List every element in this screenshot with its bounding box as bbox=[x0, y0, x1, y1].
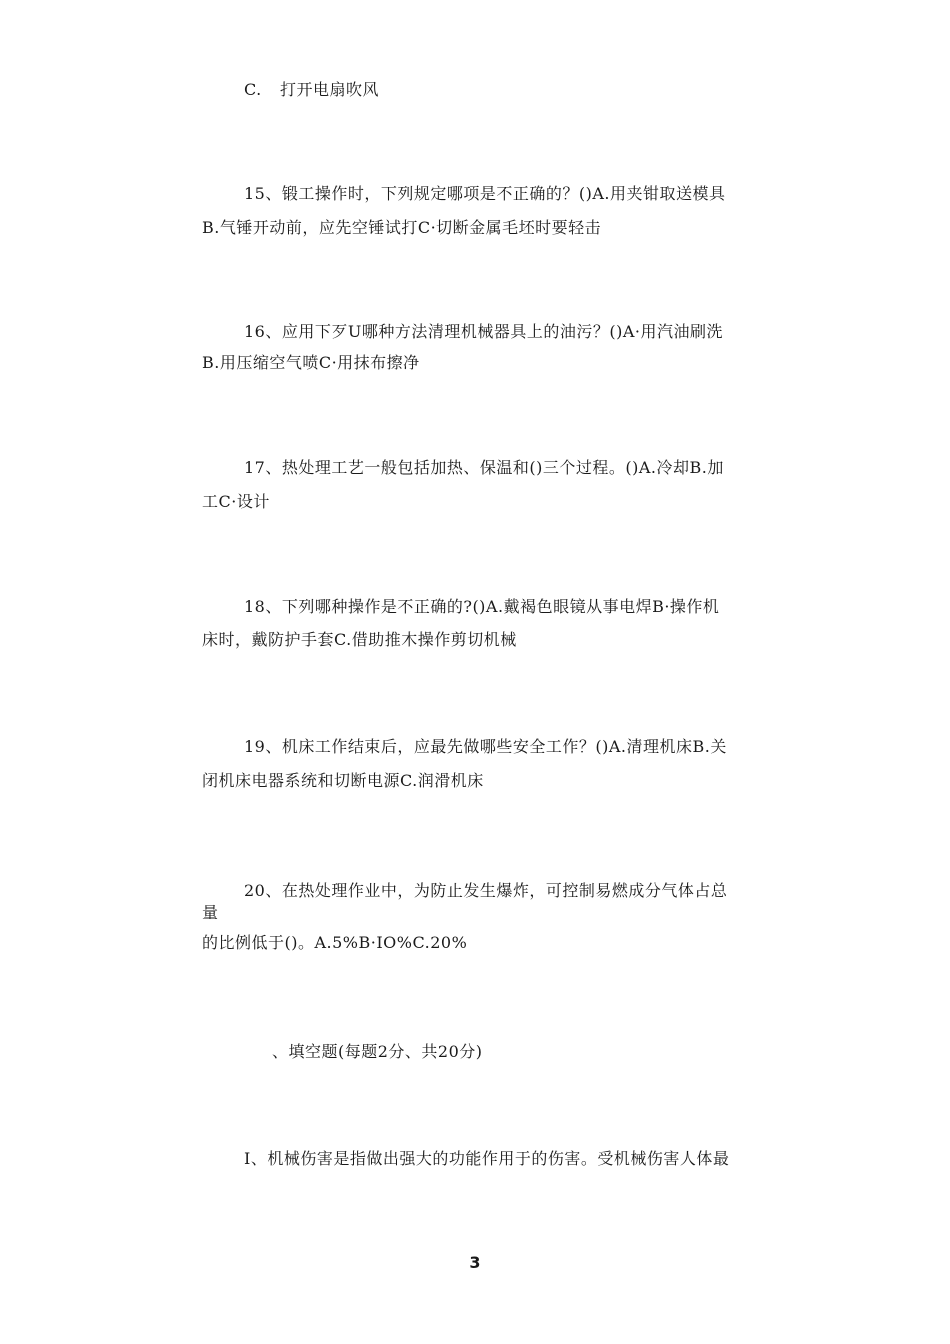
question-16-line-1: 16、应用下歹U哪种方法清理机械器具上的油污？()A·用汽油刷洗 bbox=[244, 322, 723, 341]
page-number: 3 bbox=[469, 1253, 481, 1272]
option-c-letter: C. bbox=[244, 80, 262, 99]
option-c-line bbox=[244, 80, 379, 100]
question-15-line-2: B.气锤开动前，应先空锤试打C·切断金属毛坯时要轻击 bbox=[202, 218, 602, 237]
question-19-line-2: 闭机床电器系统和切断电源C.润滑机床 bbox=[202, 771, 484, 790]
option-c-text: 打开电扇吹风 bbox=[280, 80, 380, 99]
question-16-line-2: B.用压缩空气喷C·用抹布擦净 bbox=[202, 353, 420, 372]
question-20-line-3: 的比例低于()。A.5%B·IO%C.20% bbox=[202, 933, 468, 952]
question-18-line-1: 18、下列哪种操作是不正确的?()A.戴褐色眼镜从事电焊B·操作机 bbox=[244, 597, 720, 616]
question-20-line-1: 20、在热处理作业中，为防止发生爆炸，可控制易燃成分气体占总 bbox=[244, 881, 728, 900]
fill-question-1: I、机械伤害是指做出强大的功能作用于的伤害。受机械伤害人体最 bbox=[244, 1149, 730, 1168]
question-17-line-1: 17、热处理工艺一般包括加热、保温和()三个过程。()A.冷却B.加 bbox=[244, 458, 724, 477]
question-18-line-2: 床时，戴防护手套C.借助推木操作剪切机械 bbox=[202, 630, 517, 649]
question-20-line-2: 量 bbox=[202, 903, 219, 922]
section-heading-fill-blank: 、填空题(每题2分、共20分) bbox=[272, 1042, 483, 1061]
question-17-line-2: 工C·设计 bbox=[202, 492, 270, 511]
question-19-line-1: 19、机床工作结束后，应最先做哪些安全工作？()A.清理机床B.关 bbox=[244, 737, 727, 756]
question-15-line-1: 15、锻工操作时，下列规定哪项是不正确的？()A.用夹钳取送模具 bbox=[244, 184, 726, 203]
